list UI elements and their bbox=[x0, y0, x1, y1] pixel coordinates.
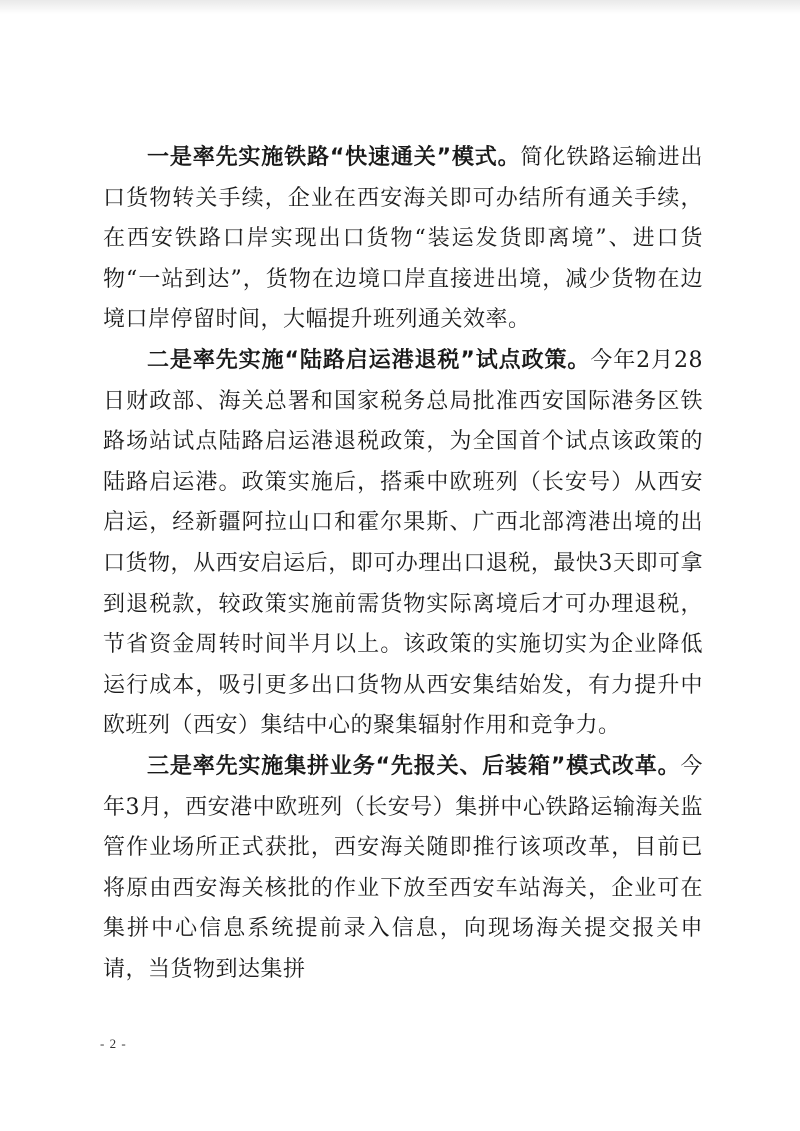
scan-edge-shadow bbox=[0, 0, 800, 14]
paragraph-1-body: 简化铁路运输进出口货物转关手续，企业在西安海关即可办结所有通关手续，在西安铁路口岸实现出口货物“装运发货即离境”、进口货物“一站到达”，货物在边境口岸直接进出境，减少货物在边境口岸停留时间，大幅提升班列通关效率。 bbox=[103, 145, 703, 333]
paragraph-3-lead: 三是率先实施集拼业务“先报关、后装箱”模式改革。 bbox=[147, 753, 681, 779]
paragraph-1 bbox=[103, 138, 703, 341]
paragraph-2 bbox=[103, 341, 703, 747]
body-text bbox=[103, 138, 703, 990]
paragraph-3-body: 今年3月，西安港中欧班列（长安号）集拼中心铁路运输海关监管作业场所正式获批，西安海关随即推行该项改革，目前已将原由西安海关核批的作业下放至西安车站海关，企业可在集拼中心信息系统提前录入信息，向现场海关提交报关申请，当货物到达集拼 bbox=[103, 753, 703, 982]
paragraph-2-lead: 二是率先实施“陆路启运港退税”试点政策。 bbox=[147, 347, 591, 373]
paragraph-1-lead: 一是率先实施铁路“快速通关”模式。 bbox=[147, 145, 521, 170]
paragraph-3 bbox=[103, 747, 703, 991]
paragraph-2-body: 今年2月28日财政部、海关总署和国家税务总局批准西安国际港务区铁路场站试点陆路启运港退税政策，为全国首个试点该政策的陆路启运港。政策实施后，搭乘中欧班列（长安号）从西安启运，经新疆阿拉山口和霍尔果斯、广西北部湾港出境的出口货物，从西安启运后，即可办理出口退税，最快3天即可拿到退税款，较政策实施前需货物实际离境后才可办理退税，节省资金周转时间半月以上。该政策的实施切实为企业降低运行成本，吸引更多出口货物从西安集结始发，有力提升中欧班列（西安）集结中心的聚集辐射作用和竞争力。 bbox=[103, 347, 703, 739]
page-number: - 2 - bbox=[100, 1036, 127, 1051]
